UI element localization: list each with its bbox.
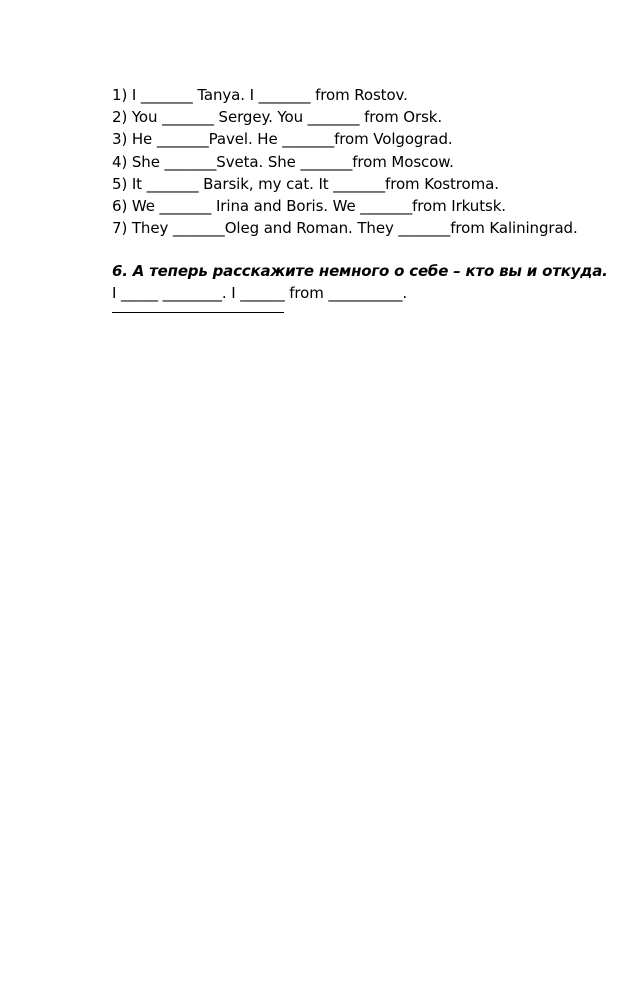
exercise-line-7: 7) They _______Oleg and Roman. They _______from Kaliningrad.	[112, 219, 578, 238]
worksheet-page	[112, 84, 612, 313]
exercise-line-1: 1) I _______ Tanya. I _______ from Rostov.	[112, 86, 408, 104]
task-6-heading: 6. А теперь расскажите немного о себе – кто вы и откуда.	[112, 262, 608, 281]
exercise-line-5: 5) It _______ Barsik, my cat. It _______from Kostroma.	[112, 174, 499, 193]
exercise-list	[112, 84, 612, 239]
exercise-line-6: 6) We _______ Irina and Boris. We _______from Irkutsk.	[112, 197, 506, 216]
task-6-answer-template: I _____ ________. I ______ from __________.	[112, 284, 408, 303]
exercise-line-2: 2) You _______ Sergey. You _______ from Orsk.	[112, 108, 443, 127]
exercise-line-4: 4) She _______Sveta. She _______from Moscow.	[112, 152, 454, 171]
task-6-answer-blank-line	[112, 311, 284, 313]
exercise-line-3: 3) He _______Pavel. He _______from Volgograd.	[112, 130, 453, 149]
